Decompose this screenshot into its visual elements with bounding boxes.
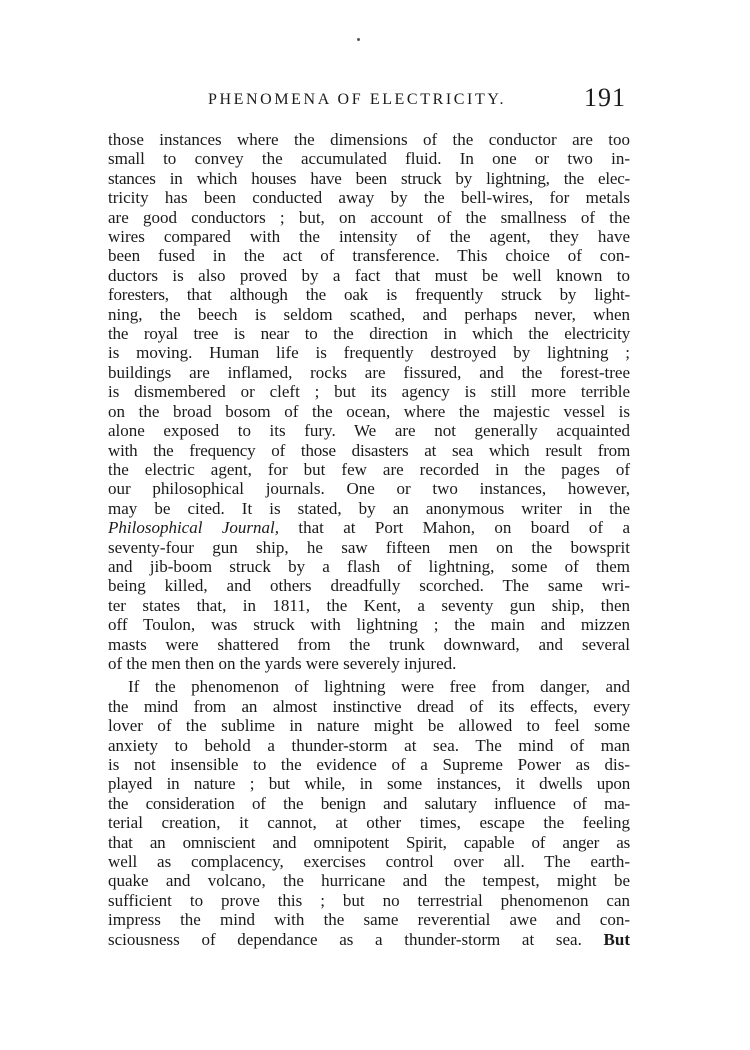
text-line: masts were shattered from the trunk downward, and several (108, 634, 630, 654)
text-line: sufficient to prove this ; but no terrestrial phenomenon can (108, 890, 630, 910)
running-head (108, 83, 632, 119)
text-line: is not insensible to the evidence of a Supreme Power as dis- (108, 755, 630, 774)
text-line: that an omniscient and omnipotent Spirit, capable of anger as (108, 832, 630, 852)
text-line: ter states that, in 1811, the Kent, a seventy gun ship, then (108, 595, 630, 615)
text-line: the mind from an almost instinctive dread of its effects, every (108, 696, 630, 716)
text-line: may be cited. It is stated, by an anonymous writer in the (108, 498, 630, 518)
text-line-with-catchword (108, 930, 630, 949)
text-line: alone exposed to its fury. We are not generally acquainted (108, 421, 630, 441)
running-title: PHENOMENA OF ELECTRICITY. (208, 91, 507, 108)
text-line: been fused in the act of transference. This choice of con- (108, 246, 630, 266)
text-line: well as complacency, exercises control over all. The earth- (108, 852, 630, 872)
text-line: and jib-boom struck by a flash of lightning, some of them (108, 556, 630, 576)
text-line: small to convey the accumulated fluid. In one or two in- (108, 149, 630, 169)
text-line: quake and volcano, the hurricane and the tempest, might be (108, 871, 630, 891)
text-line: played in nature ; but while, in some instances, it dwells upon (108, 774, 630, 794)
journal-title: Philosophical Journal, (108, 518, 279, 538)
text-line: seventy-four gun ship, he saw fifteen men on the bowsprit (108, 537, 630, 557)
text-line: off Toulon, was struck with lightning ; the main and mizzen (108, 615, 630, 635)
text-line: lover of the sublime in nature might be allowed to feel some (108, 716, 630, 736)
page-number: 191 (584, 83, 626, 112)
text-fragment: that at Port Mahon, on board of a (278, 518, 630, 538)
text-line: our philosophical journals. One or two instances, however, (108, 479, 630, 499)
paragraph-1 (108, 130, 630, 673)
text-line-with-italic-title (108, 518, 630, 537)
text-line: terial creation, it cannot, at other times, escape the feeling (108, 813, 630, 833)
text-line: tricity has been conducted away by the bell-wires, for metals (108, 188, 630, 208)
text-line: the royal tree is near to the direction in which the electricity (108, 324, 630, 344)
text-line: with the frequency of those disasters at sea which result from (108, 440, 630, 460)
text-line: wires compared with the intensity of the agent, they have (108, 227, 630, 247)
text-line: impress the mind with the same reverential awe and con- (108, 910, 630, 930)
text-line: of the men then on the yards were severely injured. (108, 653, 457, 673)
text-line: stances in which houses have been struck by lightning, the elec- (108, 168, 630, 188)
catchword: But (603, 929, 630, 949)
text-line: anxiety to behold a thunder-storm at sea. The mind of man (108, 735, 630, 755)
text-line: ning, the beech is seldom scathed, and perhaps never, when (108, 304, 630, 324)
text-fragment: sciousness of dependance as a thunder-storm at sea. (108, 929, 582, 949)
text-line: the consideration of the benign and salutary influence of ma- (108, 793, 630, 813)
paragraph-2 (108, 677, 630, 949)
text-line: the electric agent, for but few are recorded in the pages of (108, 459, 630, 479)
text-line: ductors is also proved by a fact that must be well known to (108, 265, 630, 285)
body-text (108, 130, 630, 949)
text-line: being killed, and others dreadfully scorched. The same wri- (108, 576, 630, 596)
text-line: are good conductors ; but, on account of the smallness of the (108, 207, 630, 227)
text-line: those instances where the dimensions of the conductor are too (108, 130, 630, 149)
text-line: is moving. Human life is frequently destroyed by lightning ; (108, 343, 630, 363)
text-line: foresters, that although the oak is frequently struck by light- (108, 285, 630, 305)
text-line: buildings are inflamed, rocks are fissured, and the forest-tree (108, 362, 630, 382)
text-line: If the phenomenon of lightning were free from danger, and (128, 677, 630, 697)
text-line: is dismembered or cleft ; but its agency is still more terrible (108, 382, 630, 402)
ink-speck (357, 38, 360, 41)
text-line: on the broad bosom of the ocean, where the majestic vessel is (108, 401, 630, 421)
